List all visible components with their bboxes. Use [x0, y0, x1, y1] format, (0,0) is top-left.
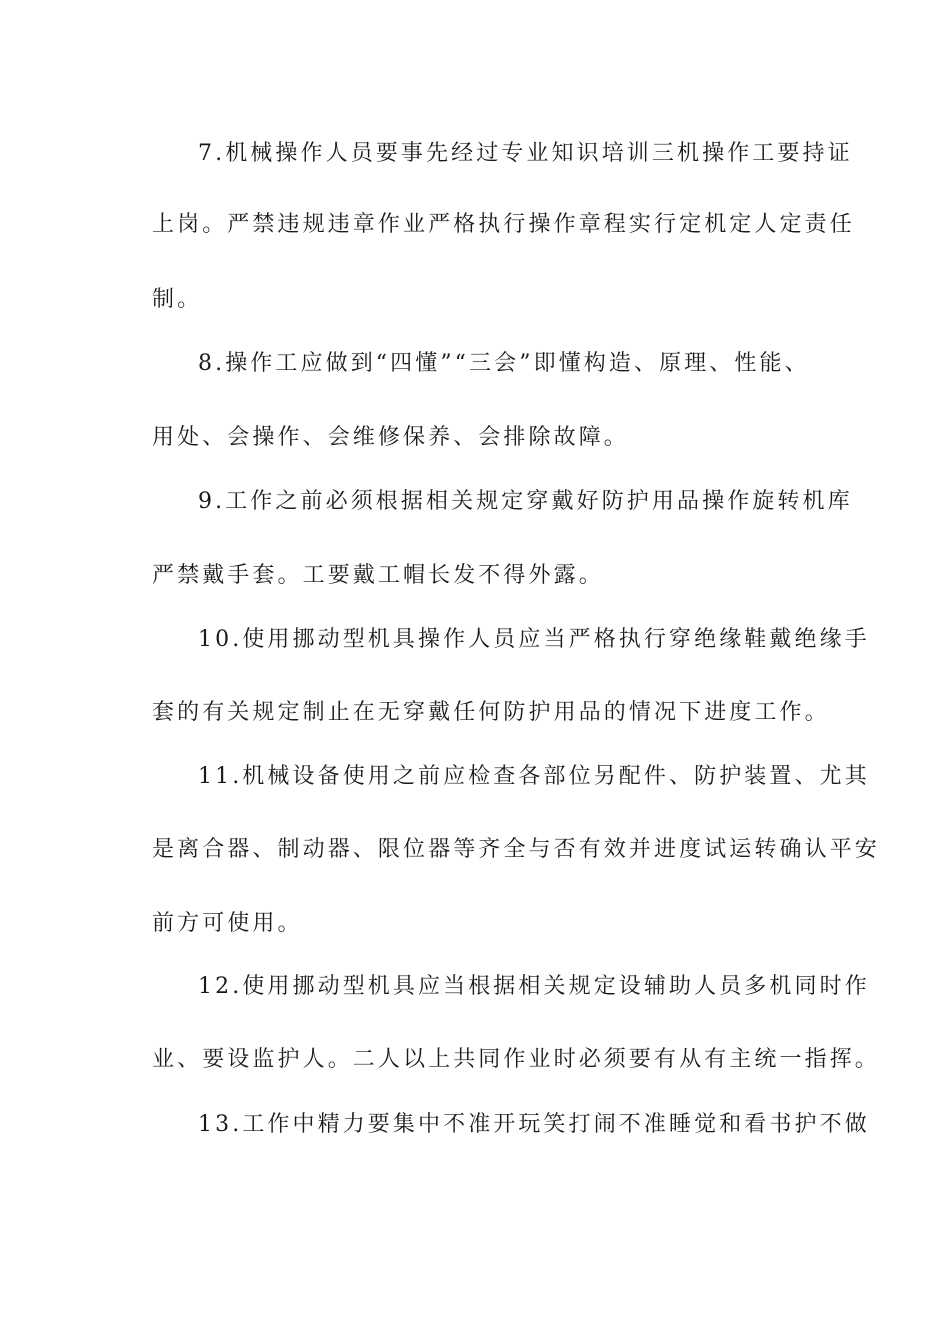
paragraph-7-line-2: 上岗。严禁违规违章作业严格执行操作章程实行定机定人定责任 [152, 212, 855, 237]
paragraph-11-line-1: 11.机械设备使用之前应检查各部位另配件、防护装置、尤其 [198, 764, 870, 789]
paragraph-8-line-2: 用处、会操作、会维修保养、会排除故障。 [152, 425, 629, 450]
paragraph-9-line-1: 9.工作之前必须根据相关规定穿戴好防护用品操作旋转机库 [198, 489, 853, 514]
paragraph-11-line-2: 是离合器、制动器、限位器等齐全与否有效并进度试运转确认平安 [152, 837, 880, 862]
paragraph-9-line-2: 严禁戴手套。工要戴工帽长发不得外露。 [152, 563, 604, 588]
paragraph-12-line-1: 12.使用挪动型机具应当根据相关规定设辅助人员多机同时作 [198, 974, 870, 999]
paragraph-10-line-2: 套的有关规定制止在无穿戴任何防护用品的情况下进度工作。 [152, 700, 830, 725]
paragraph-7-line-3: 制。 [152, 287, 203, 312]
paragraph-12-line-2: 业、要设监护人。二人以上共同作业时必须要有从有主统一指挥。 [152, 1047, 880, 1072]
paragraph-8-line-1: 8.操作工应做到“四懂”“三会”即懂构造、原理、性能、 [198, 351, 810, 376]
paragraph-7-line-1: 7.机械操作人员要事先经过专业知识培训三机操作工要持证 [198, 141, 853, 166]
paragraph-13-line-1: 13.工作中精力要集中不准开玩笑打闹不准睡觉和看书护不做 [198, 1112, 870, 1137]
paragraph-11-line-3: 前方可使用。 [152, 911, 303, 936]
paragraph-10-line-1: 10.使用挪动型机具操作人员应当严格执行穿绝缘鞋戴绝缘手 [198, 627, 870, 652]
